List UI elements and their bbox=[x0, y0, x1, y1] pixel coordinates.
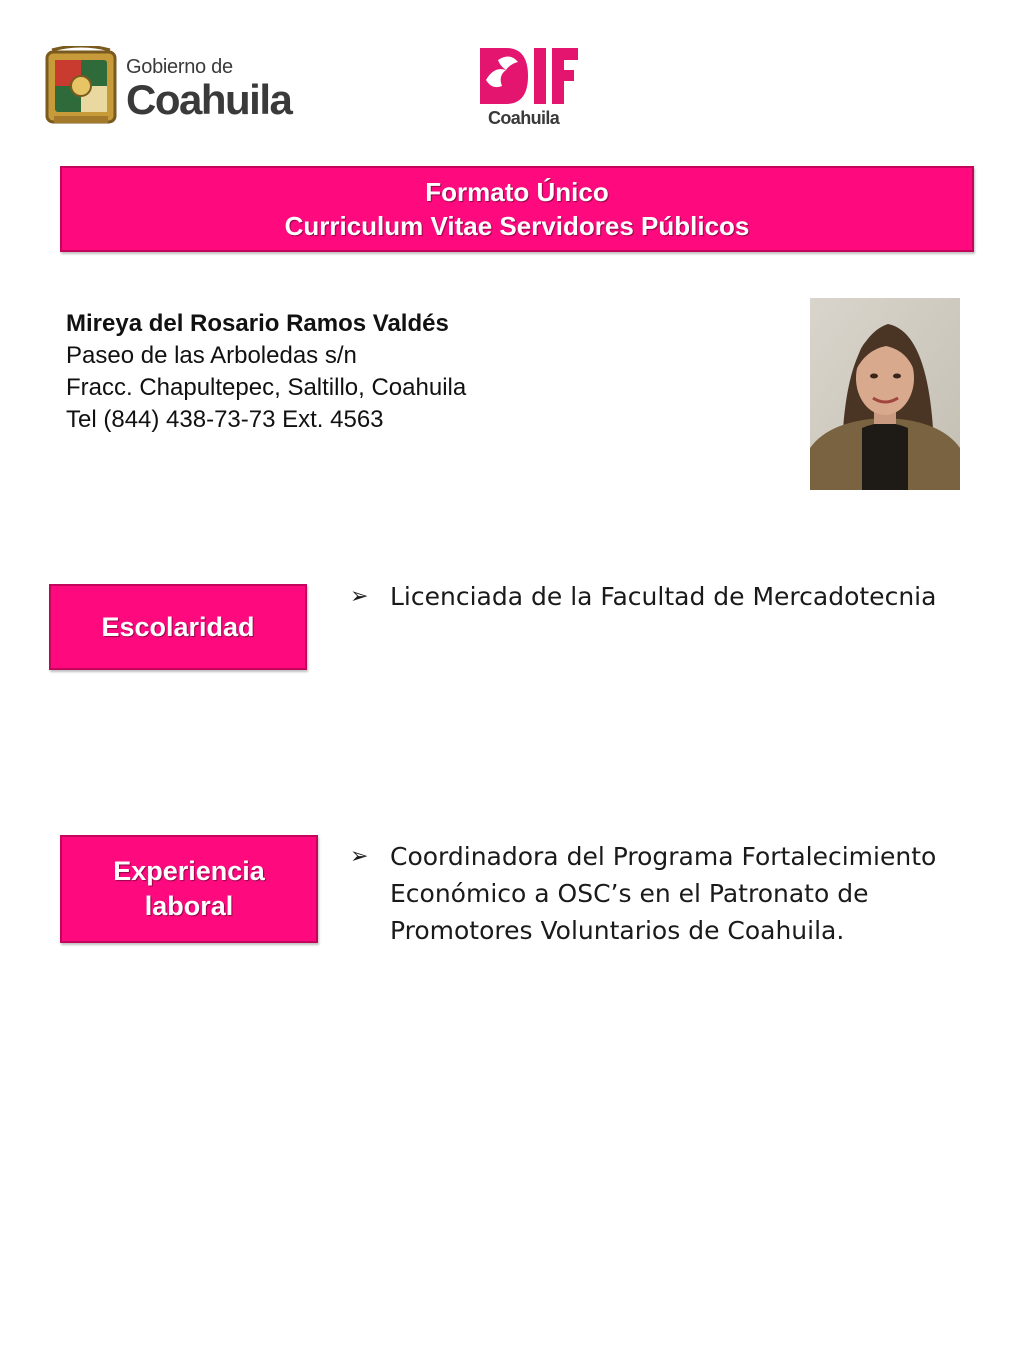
arrow-bullet-icon: ➢ bbox=[350, 844, 369, 869]
experience-item bbox=[350, 838, 990, 958]
title-line-1: Formato Único bbox=[425, 177, 609, 207]
arrow-bullet-icon: ➢ bbox=[350, 584, 369, 609]
title-line-2: Curriculum Vitae Servidores Públicos bbox=[284, 211, 750, 241]
phone-line: Tel (844) 438-73-73 Ext. 4563 bbox=[66, 406, 384, 433]
address-line-1: Paseo de las Arboledas s/n bbox=[66, 342, 357, 369]
contact-block bbox=[66, 308, 466, 436]
address-line-2: Fracc. Chapultepec, Saltillo, Coahuila bbox=[66, 374, 467, 401]
education-item-text: Licenciada de la Facultad de Mercadotecnia bbox=[390, 582, 937, 611]
gobierno-coahuila-logo bbox=[44, 46, 304, 126]
title-banner bbox=[60, 166, 974, 252]
experience-label-line-2: laboral bbox=[144, 891, 234, 921]
coahuila-wordmark: Coahuila bbox=[126, 76, 292, 123]
dif-mark-icon bbox=[476, 46, 580, 106]
experience-label-line-1: Experiencia bbox=[113, 856, 265, 886]
person-name: Mireya del Rosario Ramos Valdés bbox=[66, 310, 449, 337]
portrait-photo bbox=[810, 298, 960, 490]
experience-item-text: Coordinadora del Programa Fortalecimiento Económico a OSC’s en el Patronato de Promotores Voluntarios de Coahuila. bbox=[390, 842, 937, 945]
education-label-text: Escolaridad bbox=[101, 611, 255, 642]
experience-section-label bbox=[60, 835, 318, 943]
education-item bbox=[350, 578, 990, 618]
dif-coahuila-text: Coahuila bbox=[488, 108, 560, 128]
education-section-label bbox=[49, 584, 307, 670]
gobierno-de-text: Gobierno de bbox=[126, 56, 233, 78]
dif-coahuila-logo bbox=[476, 46, 586, 130]
coat-of-arms-icon bbox=[44, 46, 118, 126]
